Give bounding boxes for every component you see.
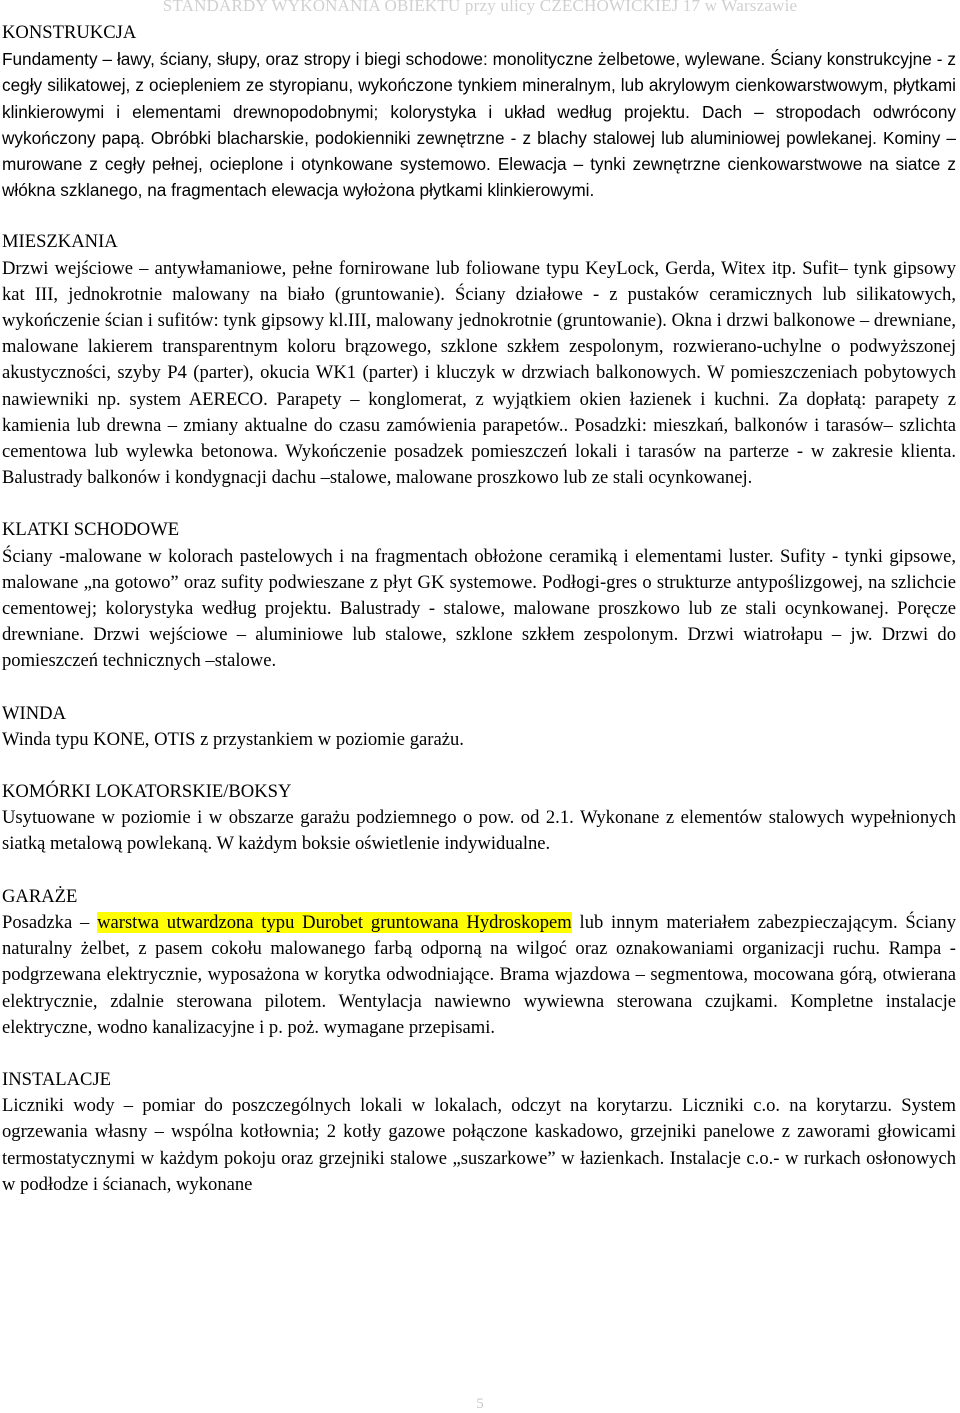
section-garaze xyxy=(2,884,956,1041)
section-heading: MIESZKANIA xyxy=(2,231,118,253)
page-number: 5 xyxy=(476,1396,484,1412)
paragraph-text: Drzwi wejściowe – antywłamaniowe, pełne fornirowane lub foliowane typu KeyLock, Gerda, Witex itp. Sufit– tynk gipsowy kat III, jednokrotnie malowany na biało (gruntowanie). Ściany działowe - z pustaków ceramicznych lub silikatowych, wykończenie ścian i sufitów: tynk gipsowy kl.III, malowany jednokrotnie (gruntowanie). Okna i drzwi balkonowe – drewniane, malowane lakierem transparentnym koloru brązowego, szklone szkłem zespolonym, rozwierano-uchylne o podwyższonej akustyczności, szyby P4 (parter), okucia WK1 (parter) i kluczyk w drzwiach balkonowych. W pomieszczeniach pobytowych nawiewniki np. system AERECO. Parapety – konglomerat, z wyjątkiem okien łazienek i kuchni. Za dopłatą: parapety z kamienia lub drewna – zmiany aktualne do czasu zamówienia parapetów.. Posadzki: mieszkań, balkonów i tarasów– szlichta cementowa lub wylewka betonowa. Wykończenie posadzek pomieszczeń lokali i tarasów na parterze - w zakresie klienta. Balustrady balkonów i kondygnacji dachu –stalowe, malowane proszkowo lub ze stali ocynkowanej. xyxy=(2,257,956,489)
section-komorki-lokatorskie xyxy=(2,779,956,858)
paragraph-text: Posadzka – xyxy=(2,911,98,933)
section-paragraph xyxy=(2,46,956,203)
section-paragraph xyxy=(2,727,956,753)
section-paragraph xyxy=(2,544,956,675)
paragraph-text: Fundamenty – ławy, ściany, słupy, oraz stropy i biegi schodowe: monolityczne żelbetowe, wylewane. Ściany konstrukcyjne - z cegły silikatowej, z ociepleniem ze styropianu, wykończone tynkiem mineralnym, lub akrylowym cienkowarstwowym, płytkami klinkierowymi i elementami drewnopodobnymi; kolorystyka i układ według projektu. Dach – stropodach odwrócony wykończony papą. Obróbki blacharskie, podokienniki zewnętrzne - z blachy stalowej lub aluminiowej powlekanej. Kominy – murowane z cegły pełnej, ocieplone i otynkowane systemowo. Elewacja – tynki zewnętrzne cienkowarstwowe na siatce z włókna szklanego, na fragmentach elewacja wyłożona płytkami klinkierowymi. xyxy=(2,49,956,201)
paragraph-text: Winda typu KONE, OTIS z przystankiem w poziomie garażu. xyxy=(2,728,464,750)
section-paragraph xyxy=(2,1093,956,1198)
paragraph-text: Usytuowane w poziomie i w obszarze garażu podziemnego o pow. od 2.1. Wykonane z elementów stalowych wypełnionych siatką metalową powlekaną. W każdym boksie oświetlenie indywidualne. xyxy=(2,807,956,855)
paragraph-text: lub innym materiałem zabezpieczającym. Ściany naturalny żelbet, z pasem cokołu malowanego farbą odporną na wilgoć oraz oznakowaniami organizacji ruchu. Rampa - podgrzewana elektrycznie, wyposażona w korytka odwodniające. Brama wjazdowa – segmentowa, mocowana górą, otwierana elektrycznie, zdalnie sterowana pilotem. Wentylacja nawiewno wywiewna sterowana czujkami. Kompletne instalacje elektryczne, wodno kanalizacyjne i p. poż. wymagane przepisami. xyxy=(2,911,956,1038)
paragraph-text: Liczniki wody – pomiar do poszczególnych lokali w lokalach, odczyt na korytarzu. Liczniki c.o. na korytarzu. System ogrzewania własny – wspólna kotłownia; 2 kotły gazowe połączone kaskadowo, grzejniki panelowe z zaworami głowicami termostatycznymi w każdym pokoju oraz grzejniki stalowe „suszarkowe” w łazienkach. Instalacje c.o.- w rurkach osłonowych w podłodze i ścianach, wykonane xyxy=(2,1095,956,1195)
section-paragraph xyxy=(2,256,956,492)
section-heading: WINDA xyxy=(2,702,67,724)
document-body xyxy=(2,20,956,1198)
highlighted-text: warstwa utwardzona typu Durobet gruntowana Hydroskopem xyxy=(97,911,572,933)
section-heading: KLATKI SCHODOWE xyxy=(2,519,180,541)
section-heading: KOMÓRKI LOKATORSKIE/BOKSY xyxy=(2,781,292,803)
section-paragraph xyxy=(2,805,956,857)
paragraph-text: Ściany -malowane w kolorach pastelowych i na fragmentach obłożone ceramiką i elementami luster. Sufity - tynki gipsowe, malowane „na gotowo” oraz sufity podwieszane z płyt GK systemowe. Podłogi-gres o strukturze antypoślizgowej, na szlichcie cementowej; kolorystyka według projektu. Balustrady - stalowe, malowane proszkowo lub ze stali ocynkowanej. Poręcze drewniane. Drzwi wejściowe – aluminiowe lub stalowe, szklone szkłem zespolonym. Drzwi wiatrołapu – jw. Drzwi do pomieszczeń technicznych –stalowe. xyxy=(2,545,956,672)
section-klatki-schodowe xyxy=(2,517,956,674)
section-heading: GARAŻE xyxy=(2,885,78,907)
section-heading: KONSTRUKCJA xyxy=(2,22,137,43)
document-header: STANDARDY WYKONANIA OBIEKTU przy ulicy CZECHOWICKIEJ 17 w Warszawie xyxy=(162,0,798,15)
section-paragraph xyxy=(2,910,956,1041)
section-winda xyxy=(2,701,956,753)
section-instalacje xyxy=(2,1067,956,1198)
section-konstrukcja xyxy=(2,20,956,203)
section-mieszkania xyxy=(2,229,956,491)
section-heading: INSTALACJE xyxy=(2,1068,112,1090)
